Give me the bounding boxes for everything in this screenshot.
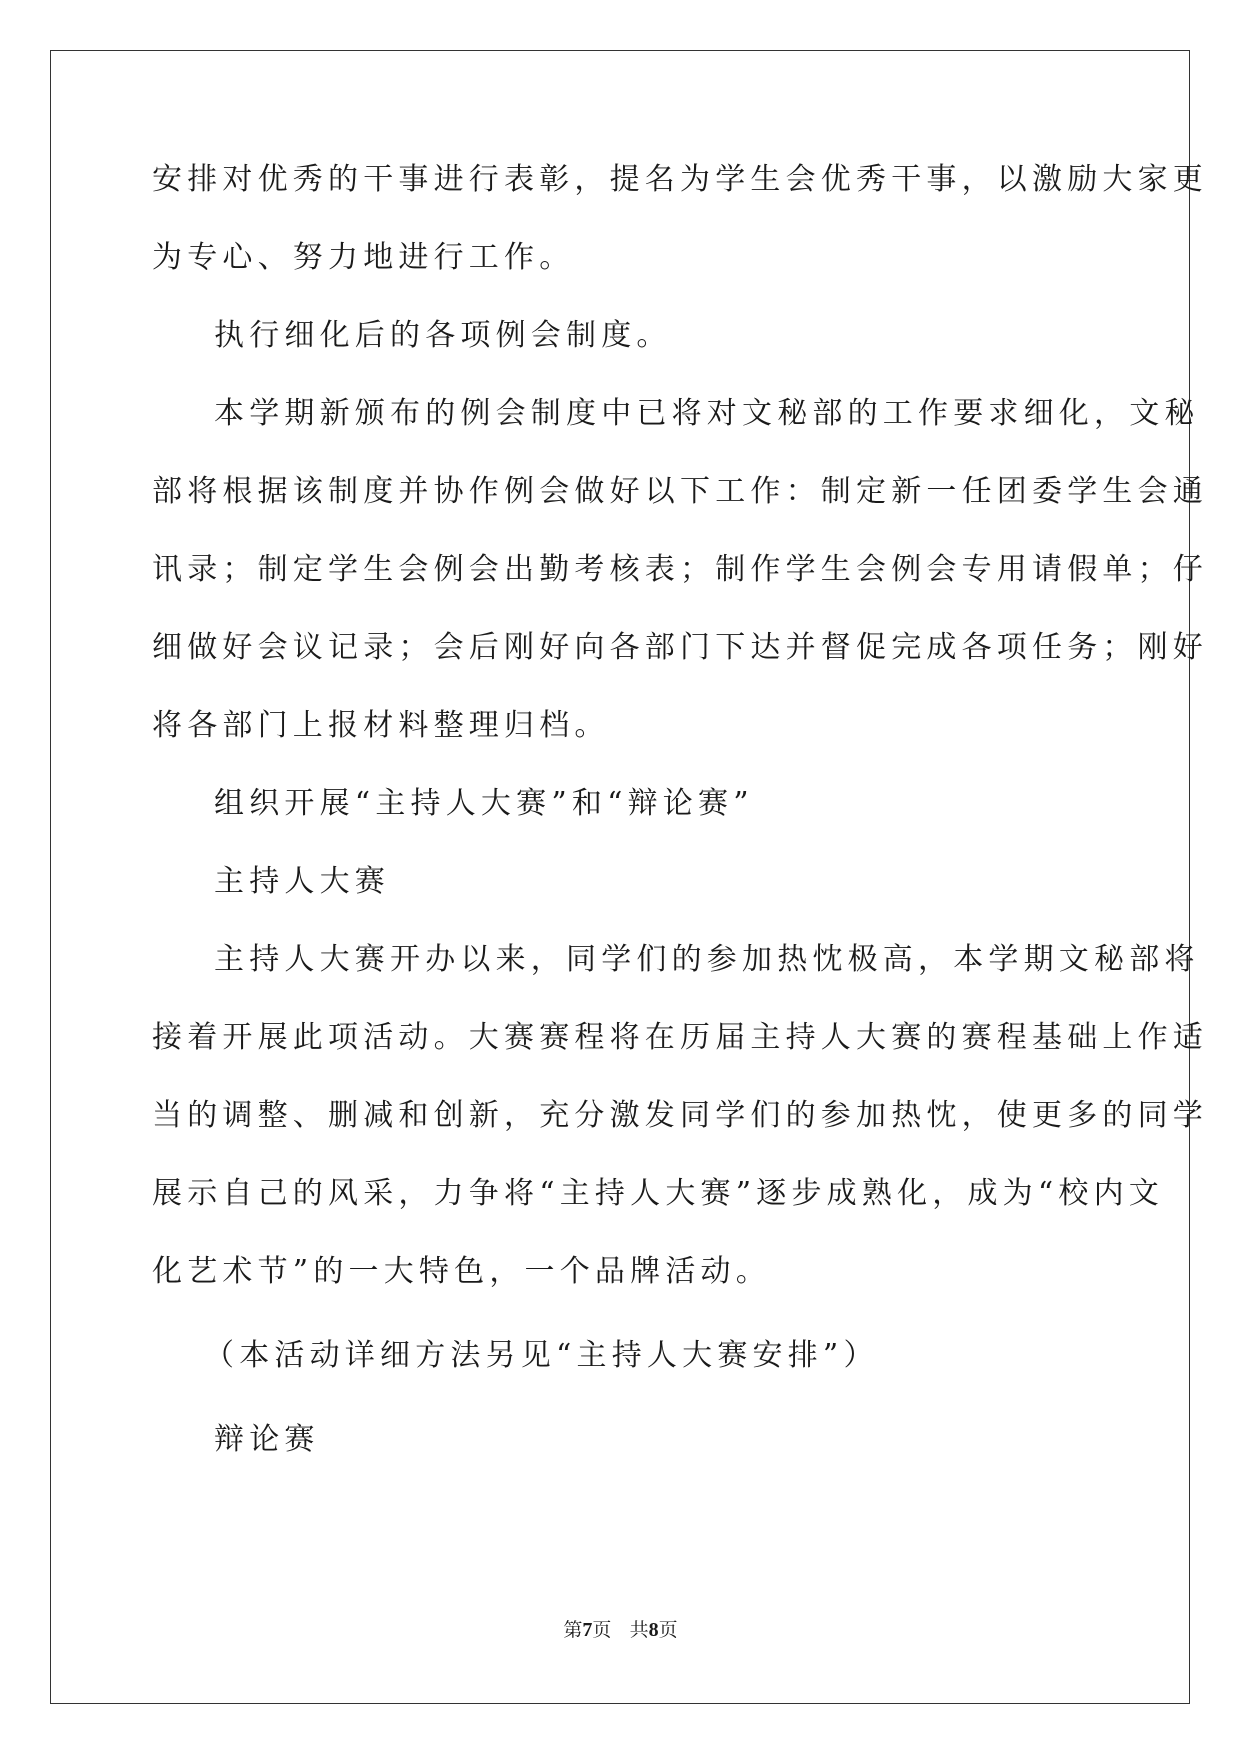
text-line: 接着开展此项活动。大赛赛程将在历届主持人大赛的赛程基础上作适 xyxy=(152,1020,1208,1055)
text-line: 化艺术节”的一大特色，一个品牌活动。 xyxy=(152,1254,771,1289)
text-line: 细做好会议记录；会后刚好向各部门下达并督促完成各项任务；刚好 xyxy=(152,630,1208,665)
text-line: 当的调整、删减和创新，充分激发同学们的参加热忱，使更多的同学 xyxy=(152,1098,1208,1133)
text-line: 本学期新颁布的例会制度中已将对文秘部的工作要求细化，文秘 xyxy=(214,396,1200,431)
footer-total-prefix: 共 xyxy=(629,1619,649,1641)
footer-total-suffix: 页 xyxy=(658,1619,678,1641)
text-line: 为专心、努力地进行工作。 xyxy=(152,240,575,275)
text-line: 展示自己的风采，力争将“主持人大赛”逐步成熟化，成为“校内文 xyxy=(152,1176,1165,1211)
page-number: 7 xyxy=(582,1619,593,1641)
section-heading: 组织开展“主持人大赛”和“辩论赛” xyxy=(214,786,754,821)
subsection-heading: 辩论赛 xyxy=(214,1422,320,1457)
text-line: 部将根据该制度并协作例会做好以下工作：制定新一任团委学生会通 xyxy=(152,474,1208,509)
text-line: 执行细化后的各项例会制度。 xyxy=(214,318,672,353)
footer-page-suffix: 页 xyxy=(592,1619,612,1641)
page-footer xyxy=(0,1617,1241,1643)
subsection-heading: 主持人大赛 xyxy=(214,864,390,899)
document-body xyxy=(152,160,1208,1498)
text-line: 讯录；制定学生会例会出勤考核表；制作学生会例会专用请假单；仔 xyxy=(152,552,1208,587)
text-line: 安排对优秀的干事进行表彰，提名为学生会优秀干事，以激励大家更 xyxy=(152,162,1208,197)
footer-prefix: 第 xyxy=(563,1619,583,1641)
total-pages: 8 xyxy=(648,1619,659,1641)
note-line: （本活动详细方法另见“主持人大赛安排”） xyxy=(204,1338,879,1373)
text-line: 将各部门上报材料整理归档。 xyxy=(152,708,610,743)
text-line: 主持人大赛开办以来，同学们的参加热忱极高，本学期文秘部将 xyxy=(214,942,1200,977)
